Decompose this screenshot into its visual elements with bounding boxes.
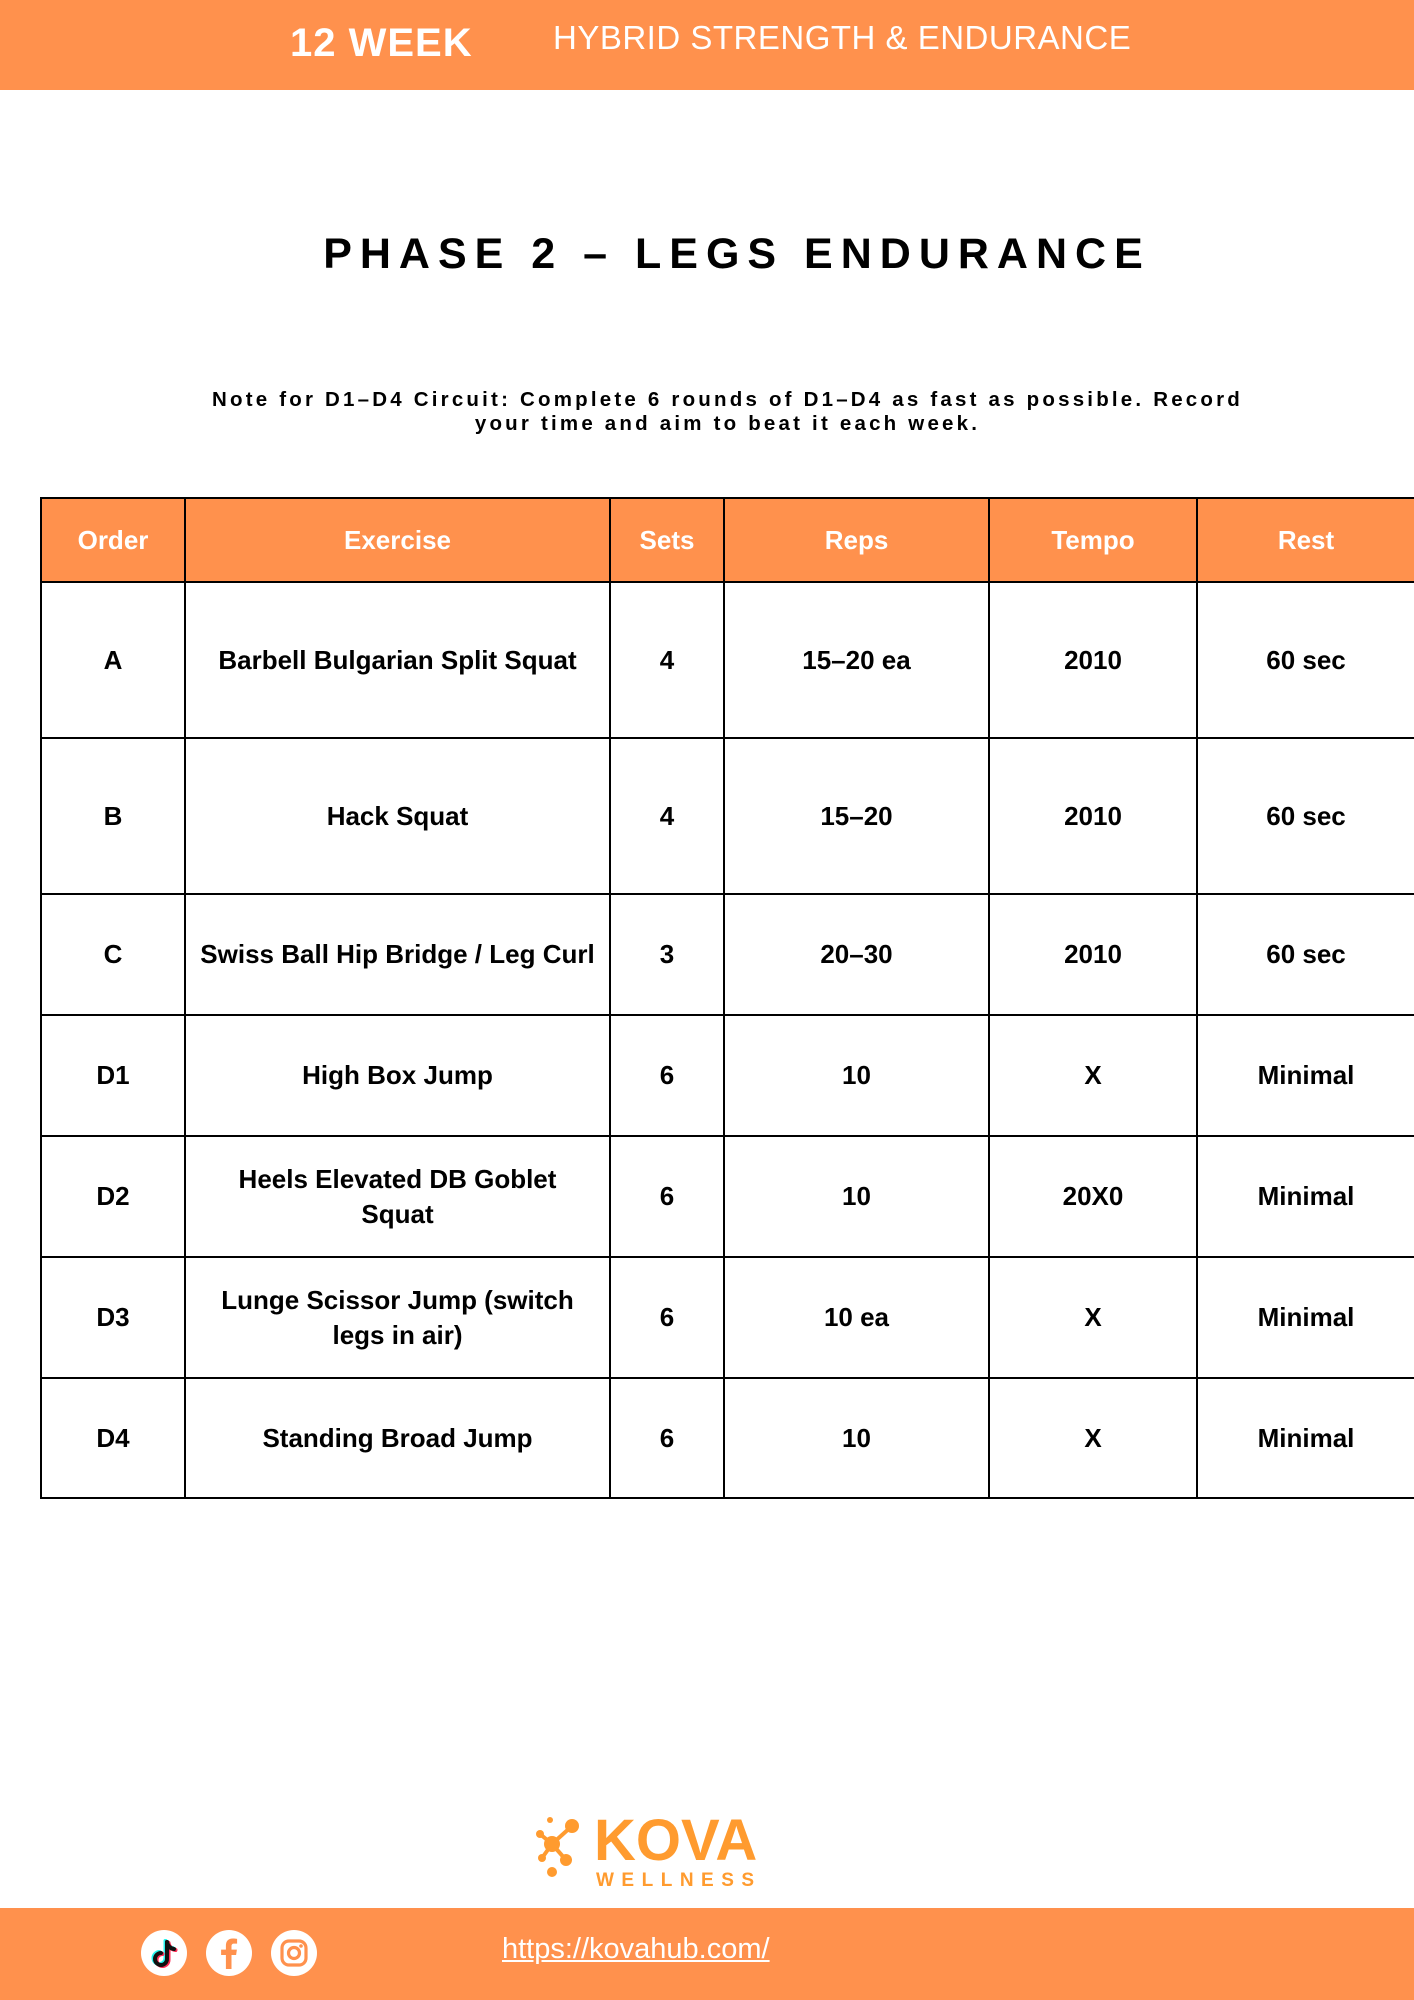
table-row [41,1136,1414,1257]
table-header-row [41,498,1414,582]
website-link[interactable]: https://kovahub.com/ [502,1933,770,1965]
table-row [41,582,1414,738]
cell-order: A [41,582,185,738]
cell-rest: 60 sec [1197,582,1414,738]
cell-exercise: Swiss Ball Hip Bridge / Leg Curl [185,894,610,1015]
cell-rest: 60 sec [1197,894,1414,1015]
cell-order: D1 [41,1015,185,1136]
cell-exercise: Hack Squat [185,738,610,894]
circuit-note [135,388,1320,436]
cell-tempo: 20X0 [989,1136,1197,1257]
tiktok-glyph [141,1930,187,1976]
cell-rest: Minimal [1197,1015,1414,1136]
cell-order: C [41,894,185,1015]
column-header-tempo: Tempo [989,498,1197,582]
cell-reps: 10 [724,1378,989,1498]
cell-reps: 15–20 ea [724,582,989,738]
cell-rest: Minimal [1197,1257,1414,1378]
instagram-glyph [271,1930,317,1976]
header-program-title: HYBRID STRENGTH & ENDURANCE [553,19,1132,56]
cell-exercise: Lunge Scissor Jump (switch legs in air) [185,1257,610,1378]
cell-exercise: Heels Elevated DB Goblet Squat [185,1136,610,1257]
column-header-reps: Reps [724,498,989,582]
circuit-note-line-2: your time and aim to beat it each week. [474,412,981,435]
cell-reps: 10 [724,1015,989,1136]
table-row [41,738,1414,894]
cell-order: D4 [41,1378,185,1498]
cell-exercise: High Box Jump [185,1015,610,1136]
cell-order: D3 [41,1257,185,1378]
cell-sets: 6 [610,1257,724,1378]
header-band [0,0,1414,90]
cell-sets: 6 [610,1378,724,1498]
cell-tempo: X [989,1378,1197,1498]
cell-sets: 4 [610,738,724,894]
facebook-glyph [206,1930,252,1976]
logo-subtext: WELLNESS [596,1870,762,1891]
footer-band [0,1908,1414,2000]
cell-sets: 4 [610,582,724,738]
column-header-order: Order [41,498,185,582]
cell-reps: 15–20 [724,738,989,894]
table-row [41,1378,1414,1498]
table-row [41,1257,1414,1378]
cell-sets: 6 [610,1015,724,1136]
table-row [41,1015,1414,1136]
cell-tempo: 2010 [989,894,1197,1015]
cell-reps: 10 [724,1136,989,1257]
logo-wordmark: KOVA [594,1808,758,1873]
cell-exercise: Standing Broad Jump [185,1378,610,1498]
cell-sets: 6 [610,1136,724,1257]
cell-rest: 60 sec [1197,738,1414,894]
cell-reps: 20–30 [724,894,989,1015]
cell-order: D2 [41,1136,185,1257]
kova-wellness-logo [534,1808,764,1898]
workout-table [40,497,1414,1499]
cell-tempo: X [989,1257,1197,1378]
tiktok-icon[interactable] [141,1930,187,1976]
cell-rest: Minimal [1197,1378,1414,1498]
circuit-note-line-1: Note for D1–D4 Circuit: Complete 6 rounds of D1–D4 as fast as possible. Record [211,388,1244,411]
cell-order: B [41,738,185,894]
column-header-exercise: Exercise [185,498,610,582]
table-row [41,894,1414,1015]
molecule-logo-icon [534,1812,590,1878]
column-header-rest: Rest [1197,498,1414,582]
column-header-sets: Sets [610,498,724,582]
instagram-icon[interactable] [271,1930,317,1976]
page-title: PHASE 2 – LEGS ENDURANCE [323,230,1151,278]
facebook-icon[interactable] [206,1930,252,1976]
cell-tempo: 2010 [989,582,1197,738]
header-week-label: 12 WEEK [290,21,473,65]
cell-tempo: 2010 [989,738,1197,894]
cell-reps: 10 ea [724,1257,989,1378]
cell-tempo: X [989,1015,1197,1136]
cell-sets: 3 [610,894,724,1015]
cell-rest: Minimal [1197,1136,1414,1257]
cell-exercise: Barbell Bulgarian Split Squat [185,582,610,738]
